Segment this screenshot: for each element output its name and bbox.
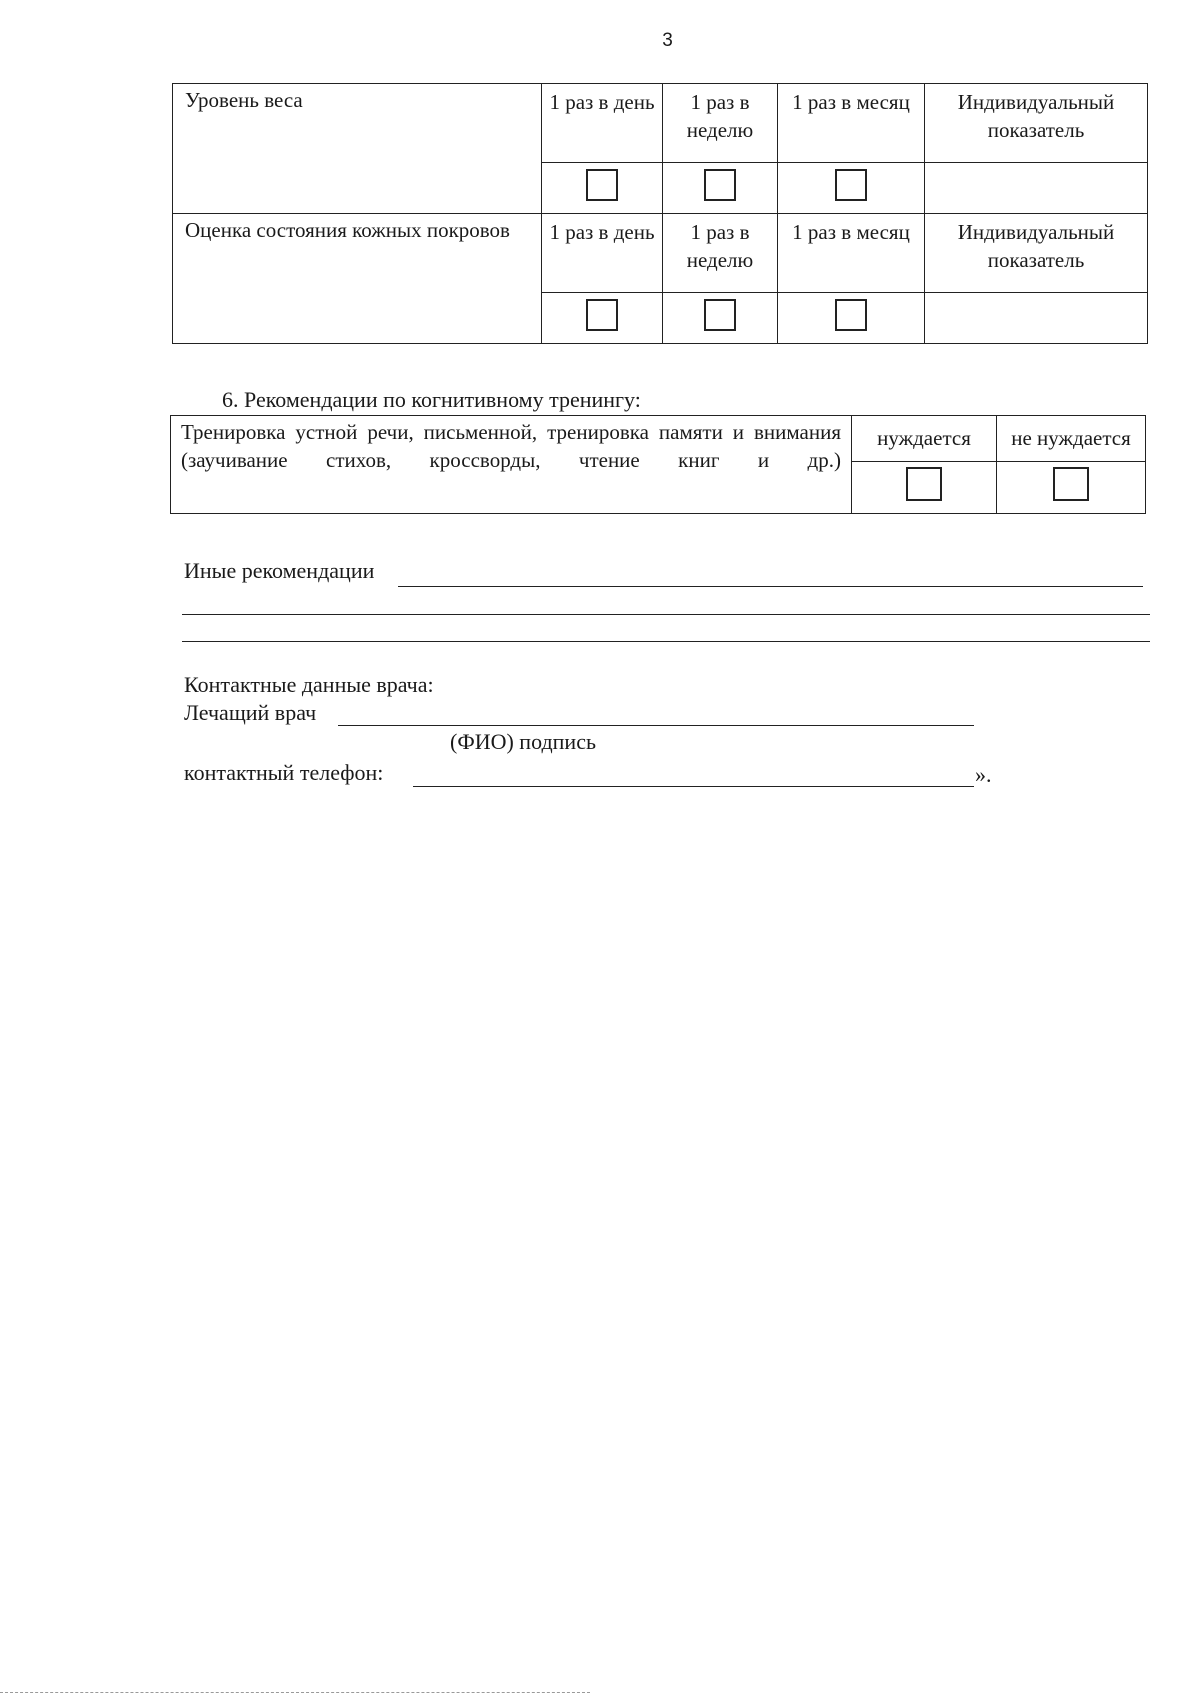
freq-monthly-label: 1 раз в месяц xyxy=(778,214,925,293)
checkbox-needs[interactable] xyxy=(906,467,942,501)
individual-label: Индивидуальный показатель xyxy=(925,214,1148,293)
option-not-needs-label: не нуждается xyxy=(997,416,1146,462)
monitoring-row-weight xyxy=(173,84,1148,163)
checkbox-weight-daily[interactable] xyxy=(586,169,618,201)
signature-caption: (ФИО) подпись xyxy=(450,729,596,754)
bottom-scan-rule xyxy=(0,1692,590,1693)
other-recommendations-line-3[interactable] xyxy=(182,641,1150,642)
checkbox-weight-monthly[interactable] xyxy=(835,169,867,201)
row-name: Уровень веса xyxy=(173,84,542,214)
checkbox-weight-weekly[interactable] xyxy=(704,169,736,201)
row-name: Оценка состояния кожных покровов xyxy=(173,214,542,344)
checkbox-skin-daily[interactable] xyxy=(586,299,618,331)
other-recommendations-line-2[interactable] xyxy=(182,614,1150,615)
checkbox-skin-monthly[interactable] xyxy=(835,299,867,331)
doctor-label: Лечащий врач xyxy=(184,700,317,725)
freq-daily-label: 1 раз в день xyxy=(542,84,663,163)
cognitive-description: Тренировка устной речи, письменной, тренировка памяти и внимания (заучивание стихов, кроссворды, чтение книг и др.) xyxy=(171,416,852,514)
page-number: 3 xyxy=(662,30,673,51)
individual-label: Индивидуальный показатель xyxy=(925,84,1148,163)
checkbox-skin-weekly[interactable] xyxy=(704,299,736,331)
cognitive-row xyxy=(171,416,1146,462)
monitoring-row-skin xyxy=(173,214,1148,293)
individual-value-cell[interactable] xyxy=(925,293,1148,344)
doctor-name-line[interactable] xyxy=(338,725,974,726)
option-needs-label: нуждается xyxy=(852,416,997,462)
freq-weekly-label: 1 раз в неделю xyxy=(663,84,778,163)
monitoring-table xyxy=(172,83,1148,344)
phone-line[interactable] xyxy=(413,786,974,787)
cognitive-section-title: 6. Рекомендации по когнитивному тренингу: xyxy=(222,387,641,412)
other-recommendations-line-1[interactable] xyxy=(398,586,1143,587)
contacts-heading: Контактные данные врача: xyxy=(184,672,434,697)
phone-end: ». xyxy=(975,762,992,787)
freq-monthly-label: 1 раз в месяц xyxy=(778,84,925,163)
phone-label: контактный телефон: xyxy=(184,760,384,785)
other-recommendations-label: Иные рекомендации xyxy=(184,558,375,583)
checkbox-not-needs[interactable] xyxy=(1053,467,1089,501)
freq-daily-label: 1 раз в день xyxy=(542,214,663,293)
cognitive-table xyxy=(170,415,1146,514)
individual-value-cell[interactable] xyxy=(925,163,1148,214)
freq-weekly-label: 1 раз в неделю xyxy=(663,214,778,293)
